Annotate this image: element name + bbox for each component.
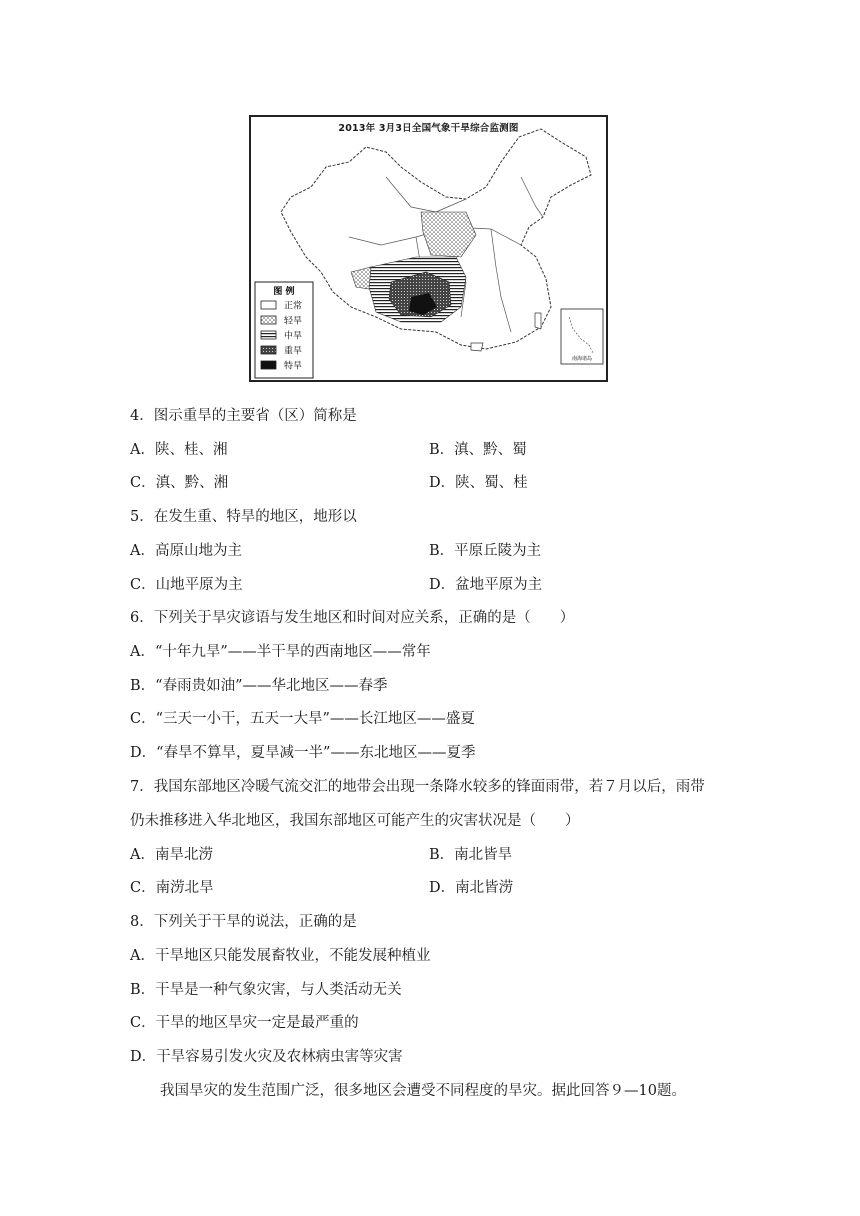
light-drought-area-north <box>421 212 476 257</box>
q6-option-c: C．“三天一小干，五天一大旱”——长江地区——盛夏 <box>130 711 475 727</box>
q8-option-b: B．干旱是一种气象灾害，与人类活动无关 <box>130 982 402 998</box>
q7-option-d: D．南北皆涝 <box>429 880 514 896</box>
q7-option-c: C．南涝北旱 <box>130 880 214 896</box>
legend-label-light: 轻旱 <box>284 316 303 327</box>
south-china-sea-inset <box>561 309 603 364</box>
question-8-stem: 8．下列关于干旱的说法，正确的是 <box>130 914 357 930</box>
q5-option-d: D．盆地平原为主 <box>429 577 543 593</box>
question-4-stem: 4．图示重旱的主要省（区）简称是 <box>130 408 357 424</box>
legend-title: 图 例 <box>273 287 295 297</box>
legend-label-severe: 重旱 <box>284 346 303 357</box>
q8-option-c: C．干旱的地区旱灾一定是最严重的 <box>130 1015 359 1031</box>
q8-option-a: A．干旱地区只能发展畜牧业，不能发展种植业 <box>130 948 431 964</box>
q6-option-a: A．“十年九旱”——半干旱的西南地区——常年 <box>130 644 431 660</box>
question-7-stem: 7．我国东部地区冷暖气流交汇的地带会出现一条降水较多的锋面雨带，若７月以后，雨带 <box>130 779 705 795</box>
q4-option-d: D．陕、蜀、桂 <box>429 475 528 491</box>
q4-option-a: A．陕、桂、湘 <box>130 442 228 458</box>
q6-option-d: D．“春旱不算旱，夏旱减一半”——东北地区——夏季 <box>130 745 476 761</box>
q7-option-a: A．南旱北涝 <box>130 847 213 863</box>
q5-option-a: A．高原山地为主 <box>130 543 242 559</box>
legend-label-normal: 正常 <box>284 301 303 312</box>
map-legend <box>255 282 313 378</box>
legend-label-extreme: 特旱 <box>284 361 303 372</box>
question-7-stem-continued: 仍未推移进入华北地区，我国东部地区可能产生的灾害状况是（ ） <box>130 813 580 829</box>
q7-option-b: B．南北皆旱 <box>429 847 513 863</box>
legend-label-moderate: 中旱 <box>284 331 303 342</box>
question-6-stem: 6．下列关于旱灾谚语与发生地区和时间对应关系，正确的是（ ） <box>130 610 575 626</box>
light-drought-area-west <box>351 267 371 289</box>
drought-map-figure <box>249 115 608 382</box>
q4-option-c: C．滇、黔、湘 <box>130 475 229 491</box>
inset-label: 南海诸岛 <box>571 356 593 362</box>
section-instruction: 我国旱灾的发生范围广泛，很多地区会遭受不同程度的旱灾。据此回答９—10题。 <box>160 1083 686 1099</box>
question-5-stem: 5．在发生重、特旱的地区，地形以 <box>130 509 357 525</box>
map-title: 2013年 3月3日全国气象干旱综合监测图 <box>338 123 519 134</box>
q5-option-b: B．平原丘陵为主 <box>429 543 542 559</box>
q6-option-b: B．“春雨贵如油”——华北地区——春季 <box>130 678 388 694</box>
q4-option-b: B．滇、黔、蜀 <box>429 442 527 458</box>
q5-option-c: C．山地平原为主 <box>130 577 243 593</box>
q8-option-d: D．干旱容易引发火灾及农林病虫害等灾害 <box>130 1049 403 1065</box>
china-outline-map <box>251 117 606 380</box>
